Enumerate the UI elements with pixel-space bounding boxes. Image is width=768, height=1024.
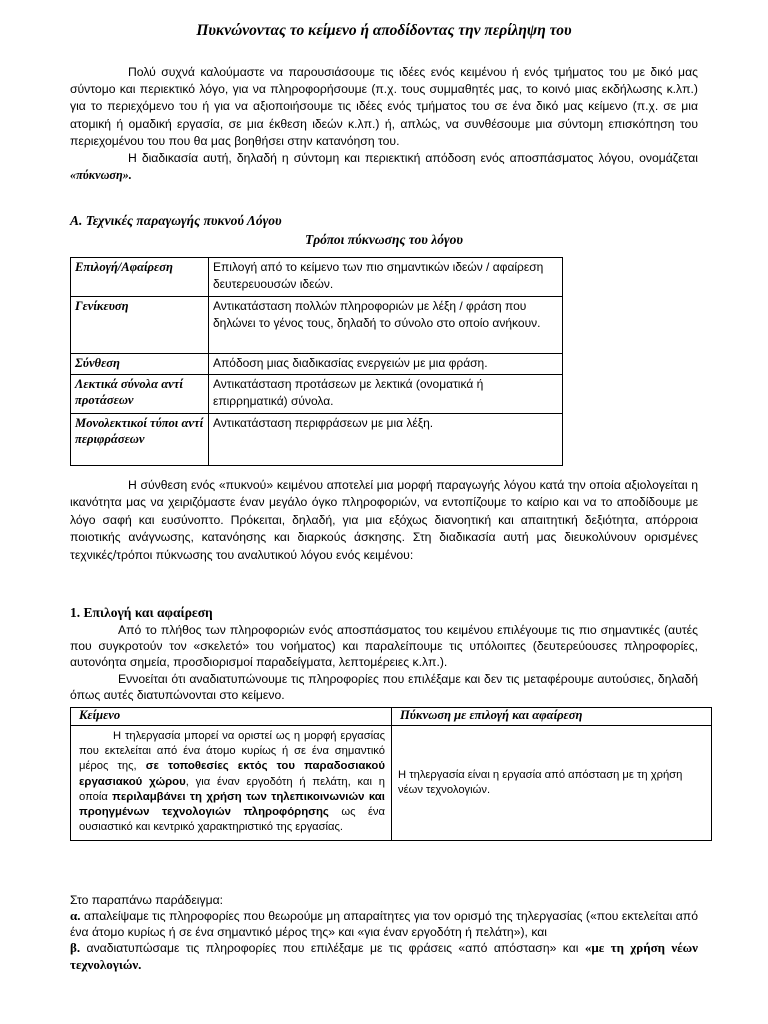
intro-section bbox=[70, 64, 698, 184]
technique-definition: Επιλογή από το κείμενο των πιο σημαντικών ιδεών / αφαίρεση δευτερευουσών ιδεών. bbox=[209, 258, 563, 297]
technique-definition: Απόδοση μιας διαδικασίας ενεργειών με μια φράση. bbox=[209, 354, 563, 375]
closing-section bbox=[70, 893, 698, 973]
table-row bbox=[71, 258, 563, 297]
intro-paragraph-2 bbox=[70, 150, 698, 184]
closing-b-bold: «με τη χρήση νέων τεχνολογιών. bbox=[70, 940, 698, 972]
technique-definition: Αντικατάσταση περιφράσεων με μια λέξη. bbox=[209, 414, 563, 466]
technique-term: Μονολεκτικοί τύποι αντί περιφράσεων bbox=[71, 414, 209, 466]
section-1-heading: 1. Επιλογή και αφαίρεση bbox=[70, 605, 213, 620]
closing-b-marker: β. bbox=[70, 940, 81, 956]
table-row bbox=[71, 375, 563, 414]
section-1-body bbox=[70, 622, 698, 703]
example-text-cell bbox=[71, 726, 392, 841]
section-a-subheading: Τρόποι πύκνωσης του λόγου bbox=[304, 232, 464, 247]
table-row bbox=[71, 297, 563, 354]
closing-item-b bbox=[70, 940, 698, 973]
section-a-heading: Α. Τεχνικές παραγωγής πυκνού Λόγου bbox=[70, 213, 282, 228]
techniques-table bbox=[70, 257, 563, 466]
technique-definition: Αντικατάσταση προτάσεων με λεκτικά (ονοματικά ή επιρρηματικά) σύνολα. bbox=[209, 375, 563, 414]
header-text: Κείμενο bbox=[71, 708, 392, 726]
example-text-part-2: , για έναν εργοδότη ή πελάτη, και η οποία bbox=[79, 775, 385, 803]
technique-term: Επιλογή/Αφαίρεση bbox=[71, 258, 209, 297]
table-row bbox=[71, 414, 563, 466]
example-text-part-3: ως ένα ουσιαστικό και κεντρικό χαρακτηριστικό της εργασίας. bbox=[79, 806, 385, 834]
table-header-row bbox=[71, 708, 712, 726]
closing-b-text: αναδιατυπώσαμε τις πληροφορίες που επιλέξαμε με τις φράσεις «από απόσταση» και bbox=[80, 941, 585, 956]
intro-paragraph-1: Πολύ συχνά καλούμαστε να παρουσιάσουμε τις ιδέες ενός κειμένου ή ενός τμήματος του με δικό μας σύντομο και περιεκτικό λόγο, για να πληροφορήσουμε (π.χ. τους συμμαθητές μας, το κοινό μιας εκδήλωσης κ.λπ.) για το περιεχόμενο του ή για να αξιοποιήσουμε τις ιδέες ενός τμήματος του σε ένα δικό μας κείμενο (π.χ. σε μια ατομική ή ομαδική εργασία, σε μια έκθεση ιδεών κ.λπ.) ή, απλώς, να συνθέσουμε μια σύντομη επισκόπηση του περιεχομένου του που θα μας βοηθήσει στην κατανόηση του. bbox=[70, 65, 698, 148]
table-row bbox=[71, 354, 563, 375]
section-a-paragraph-block bbox=[70, 477, 698, 564]
closing-a-text: απαλείψαμε τις πληροφορίες που θεωρούμε μη απαραίτητες για τον ορισμό της τηλεργασίας («που εκτελείται από ένα άτομο κυρίως ή σε ένα σημαντικό μέρος της» και «για έναν εργοδότη ή πελάτη»), και bbox=[70, 909, 698, 939]
closing-intro: Στο παραπάνω παράδειγμα: bbox=[70, 893, 224, 907]
section-a-paragraph: Η σύνθεση ενός «πυκνού» κειμένου αποτελεί μια μορφή παραγωγής λόγου κατά την οποία αξιολογείται η ικανότητα μας να χειριζόμαστε έναν μεγάλο όγκο πληροφοριών, να εντοπίζουμε το καίριο και να το αποδίδουμε με λόγο σαφή και ευσύνοπτο. Πρόκειται, δηλαδή, για μια εξόχως διανοητική και απαιτητική δεξιότητα, απόρροια ποιοτικής ανάγνωσης, κατανόησης και διαρκούς άσκησης. Στη διαδικασία αυτή μας διευκολύνουν ορισμένες τεχνικές/τρόποι πύκνωσης του αναλυτικού λόγου ενός κειμένου: bbox=[70, 478, 698, 562]
example-text-bold-2: περιλαμβάνει τη χρήση των τηλεπικοινωνιών και προηγμένων τεχνολογιών πληροφόρησης bbox=[79, 790, 385, 819]
section-1-paragraph-2: Εννοείται ότι αναδιατυπώνουμε τις πληροφορίες που επιλέξαμε και δεν τις μεταφέρουμε αυτούσιες, δηλαδή όπως αυτές διατυπώνονται στο κείμενο. bbox=[70, 671, 698, 702]
section-1-paragraph-1: Από το πλήθος των πληροφοριών ενός αποσπάσματος του κειμένου επιλέγουμε τις πιο σημαντικές (αυτές που συγκροτούν τον «σκελετό» του νοήματος) και παραλείπουμε τις υπόλοιπες (δευτερεύουσες πληροφορίες, αυτονόητα σημεία, προσδιορισμοί παραδείγματα, λεπτομέρειες κ.λπ.). bbox=[70, 623, 698, 670]
header-summary: Πύκνωση με επιλογή και αφαίρεση bbox=[392, 708, 712, 726]
table-row bbox=[71, 726, 712, 841]
technique-term: Γενίκευση bbox=[71, 297, 209, 354]
example-text-bold-1: σε τοποθεσίες εκτός του παραδοσιακού εργασιακού χώρου bbox=[79, 760, 385, 788]
intro-paragraph-2-text: Η διαδικασία αυτή, δηλαδή η σύντομη και περιεκτική απόδοση ενός αποσπάσματος λόγου, ονομάζεται bbox=[128, 151, 698, 166]
closing-item-a bbox=[70, 908, 698, 940]
example-summary-cell: Η τηλεργασία είναι η εργασία από απόσταση με τη χρήση νέων τεχνολογιών. bbox=[392, 726, 712, 841]
document-title: Πυκνώνοντας το κείμενο ή αποδίδοντας την περίληψη του bbox=[196, 22, 572, 39]
technique-term: Σύνθεση bbox=[71, 354, 209, 375]
intro-term: «πύκνωση». bbox=[70, 168, 132, 183]
example-table bbox=[70, 707, 712, 841]
closing-a-marker: α. bbox=[70, 908, 81, 924]
technique-definition: Αντικατάσταση πολλών πληροφοριών με λέξη / φράση που δηλώνει το γένος τους, δηλαδή το σύνολο στο οποίο ανήκουν. bbox=[209, 297, 563, 354]
example-text-part-1: Η τηλεργασία μπορεί να οριστεί ως η μορφή εργασίας που εκτελείται από ένα άτομο κυρίως ή σε ένα σημαντικό μέρος της, bbox=[79, 730, 385, 773]
technique-term: Λεκτικά σύνολα αντί προτάσεων bbox=[71, 375, 209, 414]
